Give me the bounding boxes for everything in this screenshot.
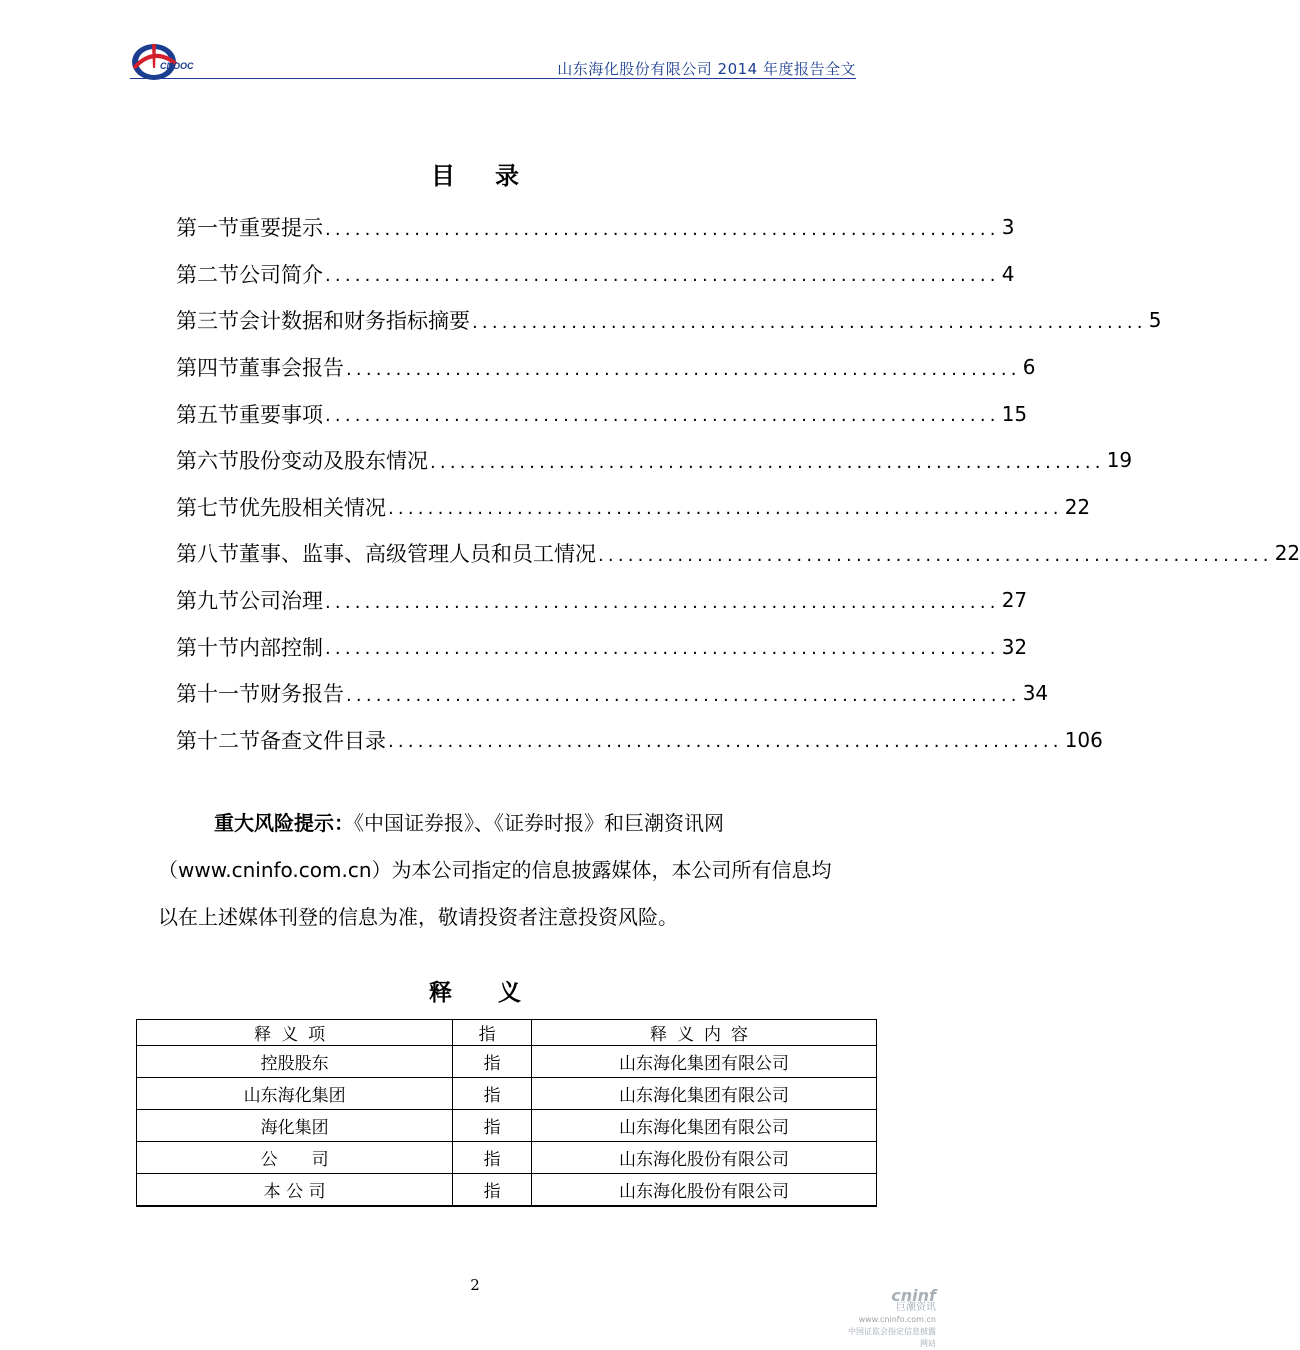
toc-entry-name: 重要提示: [239, 216, 323, 241]
toc-page-number: 3: [1001, 215, 1015, 240]
cninfo-watermark: [846, 1286, 936, 1350]
toc-entry-name: 董事会报告: [239, 356, 344, 381]
meaning-cell: 山东海化集团有限公司: [531, 1078, 876, 1110]
table-row: [137, 1110, 877, 1142]
logo-text: CNOOC: [160, 61, 194, 71]
risk-text-line2: （www.cninfo.com.cn）为本公司指定的信息披露媒体，本公司所有信息均: [158, 858, 832, 882]
toc-entry-name: 财务报告: [260, 682, 344, 707]
toc-entry-name: 重要事项: [239, 402, 323, 427]
toc-entry[interactable]: [176, 623, 1028, 670]
refers-cell: 指: [453, 1174, 532, 1207]
toc-leader: ....................................................................: [346, 684, 1021, 706]
toc-section: 第六节: [176, 449, 239, 474]
toc-section: 第十二节: [176, 728, 260, 753]
toc-section: 第十节: [176, 635, 239, 660]
toc-leader: ....................................................................: [346, 358, 1021, 380]
meaning-cell: 山东海化股份有限公司: [531, 1174, 876, 1207]
toc-entry-name: 优先股相关情况: [239, 495, 386, 520]
refers-cell: 指: [453, 1142, 532, 1174]
table-row: [137, 1046, 877, 1078]
toc-title: [0, 156, 950, 191]
meaning-cell: 山东海化集团有限公司: [531, 1046, 876, 1078]
toc-leader: ....................................................................: [388, 498, 1063, 520]
refers-cell: 指: [453, 1110, 532, 1142]
toc-entry[interactable]: [176, 437, 1133, 484]
toc-page-number: 22: [1274, 541, 1300, 566]
toc-page-number: 22: [1064, 494, 1091, 519]
toc-page-number: 6: [1022, 355, 1036, 380]
toc-leader: ....................................................................: [325, 405, 1000, 427]
toc-entry[interactable]: [176, 484, 1091, 531]
risk-label: 重大风险提示：: [214, 811, 354, 835]
toc-page-number: 15: [1001, 401, 1028, 426]
toc-page-number: 19: [1106, 448, 1133, 473]
definitions-title: 释 义: [429, 980, 521, 1006]
toc-entry[interactable]: [176, 297, 1162, 344]
toc-entry[interactable]: [176, 717, 1103, 764]
watermark-note: 中国证监会指定信息披露网站: [848, 1327, 936, 1348]
term-cell: 公 司: [137, 1142, 453, 1174]
toc-entry-name: 会计数据和财务指标摘要: [239, 309, 470, 334]
toc-leader: ....................................................................: [388, 731, 1063, 753]
toc-leader: ....................................................................: [472, 311, 1147, 333]
toc-entry-name: 股份变动及股东情况: [239, 449, 428, 474]
meaning-cell: 山东海化股份有限公司: [531, 1142, 876, 1174]
toc-section: 第二节: [176, 262, 239, 287]
table-row: [137, 1142, 877, 1174]
column-header: 释义内容: [531, 1020, 876, 1046]
toc-page-number: 34: [1022, 681, 1049, 706]
toc-section: 第七节: [176, 495, 239, 520]
toc-section: 第一节: [176, 216, 239, 241]
term-cell: 海化集团: [137, 1110, 453, 1142]
toc-page-number: 32: [1001, 634, 1028, 659]
table-header-row: [137, 1020, 877, 1046]
toc-section: 第八节: [176, 542, 239, 567]
toc-entry-name: 备查文件目录: [260, 728, 386, 753]
definitions-table: [136, 1019, 877, 1207]
term-cell: 控股股东: [137, 1046, 453, 1078]
column-header: 释义项: [137, 1020, 453, 1046]
header-title: 山东海化股份有限公司 2014 年度报告全文: [557, 60, 856, 78]
meaning-cell: 山东海化集团有限公司: [531, 1110, 876, 1142]
refers-cell: 指: [453, 1078, 532, 1110]
column-header: 指: [453, 1020, 532, 1046]
toc-section: 第五节: [176, 402, 239, 427]
risk-text-line3: 以在上述媒体刊登的信息为准，敬请投资者注意投资风险。: [158, 905, 678, 929]
header-divider: [130, 78, 856, 79]
toc-entry-name: 董事、监事、高级管理人员和员工情况: [239, 542, 596, 567]
toc-entry-name: 公司治理: [239, 589, 323, 614]
term-cell: 本 公 司: [137, 1174, 453, 1207]
table-row: [137, 1078, 877, 1110]
risk-notice: [158, 800, 886, 941]
refers-cell: 指: [453, 1046, 532, 1078]
watermark-url: www.cninfo.com.cn: [858, 1315, 936, 1324]
table-row: [137, 1174, 877, 1207]
page-number: 2: [470, 1276, 480, 1294]
toc-section: 第四节: [176, 356, 239, 381]
toc-leader: ....................................................................: [325, 591, 1000, 613]
toc-leader: ....................................................................: [325, 265, 1000, 287]
toc-entry-name: 公司简介: [239, 262, 323, 287]
toc-leader: ....................................................................: [430, 451, 1105, 473]
toc-entry[interactable]: [176, 577, 1028, 624]
watermark-cn: 巨潮资讯: [896, 1302, 936, 1313]
toc-entry[interactable]: [176, 204, 1015, 251]
toc-section: 第九节: [176, 589, 239, 614]
toc-section: 第三节: [176, 309, 239, 334]
term-cell: 山东海化集团: [137, 1078, 453, 1110]
toc-leader: ....................................................................: [325, 218, 1000, 240]
toc-entry[interactable]: [176, 344, 1036, 391]
toc-page-number: 4: [1001, 261, 1015, 286]
toc-entry[interactable]: [176, 670, 1049, 717]
cnooc-logo: [126, 38, 194, 82]
table-of-contents: [176, 204, 1300, 763]
toc-leader: ....................................................................: [325, 638, 1000, 660]
watermark-logo: cninf: [891, 1286, 936, 1305]
risk-text-line1: 《中国证券报》、《证券时报》和巨潮资讯网: [354, 811, 724, 835]
toc-title-char-2: 录: [495, 162, 519, 190]
toc-page-number: 5: [1148, 308, 1162, 333]
toc-entry[interactable]: [176, 251, 1015, 298]
toc-page-number: 27: [1001, 588, 1028, 613]
toc-title-char-1: 目: [431, 162, 455, 190]
toc-section: 第十一节: [176, 682, 260, 707]
toc-entry-name: 内部控制: [239, 635, 323, 660]
toc-page-number: 106: [1064, 727, 1103, 752]
toc-entry[interactable]: [176, 530, 1300, 577]
toc-leader: ....................................................................: [598, 544, 1273, 566]
toc-entry[interactable]: [176, 390, 1028, 437]
